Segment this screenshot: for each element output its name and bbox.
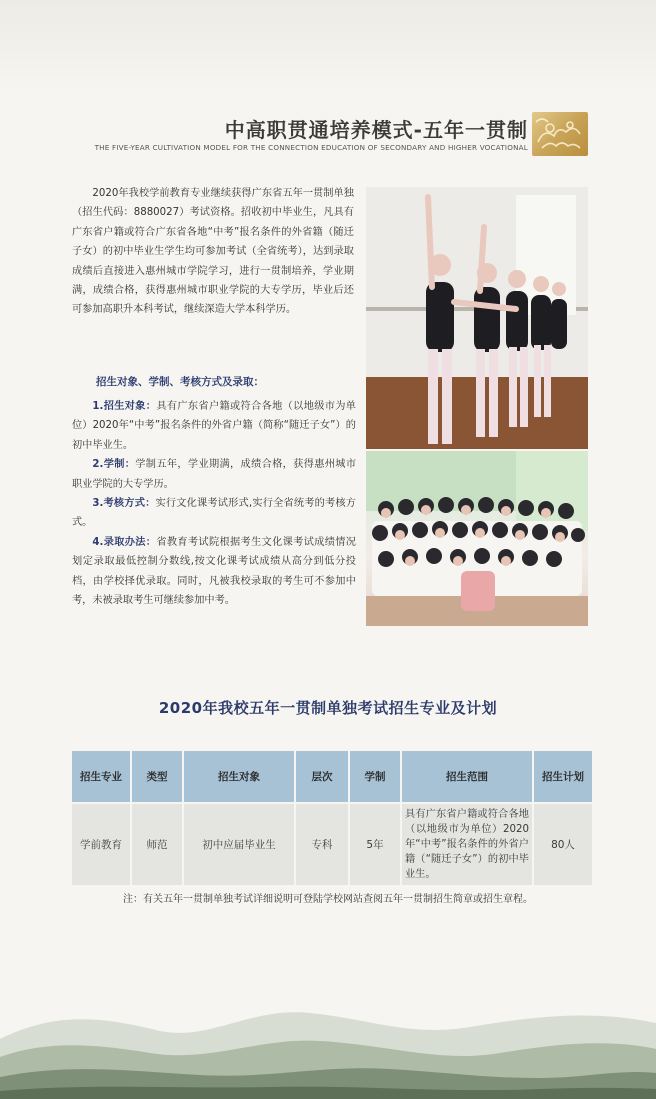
- item-lead: 4.录取办法：: [92, 536, 157, 548]
- cell-level: 专科: [296, 804, 348, 885]
- admission-item-exam: [72, 494, 356, 533]
- item-lead: 2.学制：: [92, 459, 136, 471]
- admission-item-duration: [72, 455, 356, 494]
- cloud-ornament-icon: [532, 112, 588, 156]
- page-title: 中高职贯通培养模式-五年一贯制: [224, 118, 528, 142]
- header-type: 类型: [132, 751, 182, 802]
- admission-item-enrollment: [72, 533, 356, 611]
- admission-item-target: [72, 397, 356, 455]
- header-quota: 招生计划: [534, 751, 592, 802]
- mountain-landscape-decoration: [0, 979, 656, 1099]
- cell-scope: 具有广东省户籍或符合各地（以地级市为单位）2020年“中考”报名条件的外省户籍（“随迁子女”）的初中毕业生。: [402, 804, 532, 885]
- header-scope: 招生范围: [402, 751, 532, 802]
- page-subtitle: THE FIVE-YEAR CULTIVATION MODEL FOR THE CONNECTION EDUCATION OF SECONDARY AND HIGHER VOCATIONAL: [94, 143, 528, 152]
- student-group-photo: [366, 451, 588, 626]
- table-row: [72, 804, 592, 885]
- admission-list: [72, 397, 356, 610]
- intro-paragraph: 2020年我校学前教育专业继续获得广东省五年一贯制单独（招生代码：8880027）考试资格。招收初中毕业生，凡具有广东省户籍或符合广东省各地“中考”报名条件的外省籍（随迁子女）的初中毕业生学生均可参加考试（全省统考），达到录取成绩后直接进入惠州城市学院学习，进行一贯制培养，学业期满，成绩合格，获得惠州城市职业学院的大专学历，毕业后还可参加高职升本科考试，继续深造大学本科学历。: [72, 188, 354, 316]
- item-text: 实行文化课考试形式,实行全省统考的考核方式。: [72, 498, 356, 529]
- cell-major: 学前教育: [72, 804, 130, 885]
- admission-heading: 招生对象、学制、考核方式及录取：: [96, 376, 264, 388]
- table-header-row: [72, 751, 592, 802]
- item-lead: 1.招生对象：: [92, 401, 157, 412]
- footnote: 注：有关五年一贯制单独考试详细说明可登陆学校网站查阅五年一贯制招生简章或招生章程。: [123, 894, 533, 905]
- cell-type: 师范: [132, 804, 182, 885]
- item-text: 省教育考试院根据考生文化课考试成绩情况划定录取最低控制分数线,按文化课考试成绩从高分到低分投档，由学校择优录取。同时，凡被我校录取的考生可不参加中考，未被录取考生可继续参加中考。: [72, 536, 356, 607]
- item-text: 具有广东省户籍或符合各地（以地级市为单位）2020年“中考”报名条件的外省户籍（简称“随迁子女”）的初中毕业生。: [72, 401, 356, 451]
- enrollment-plan-table: [70, 749, 594, 887]
- cell-duration: 5年: [350, 804, 400, 885]
- paper-texture: [0, 0, 656, 90]
- header-duration: 学制: [350, 751, 400, 802]
- header-target: 招生对象: [184, 751, 294, 802]
- item-lead: 3.考核方式：: [92, 498, 156, 510]
- ballet-dancers-photo: [366, 187, 588, 449]
- item-text: 学制五年，学业期满，成绩合格，获得惠州城市职业学院的大专学历。: [72, 459, 357, 490]
- plan-title: 2020年我校五年一贯制单独考试招生专业及计划: [158, 699, 498, 717]
- header-level: 层次: [296, 751, 348, 802]
- cell-quota: 80人: [534, 804, 592, 885]
- cell-target: 初中应届毕业生: [184, 804, 294, 885]
- header-major: 招生专业: [72, 751, 130, 802]
